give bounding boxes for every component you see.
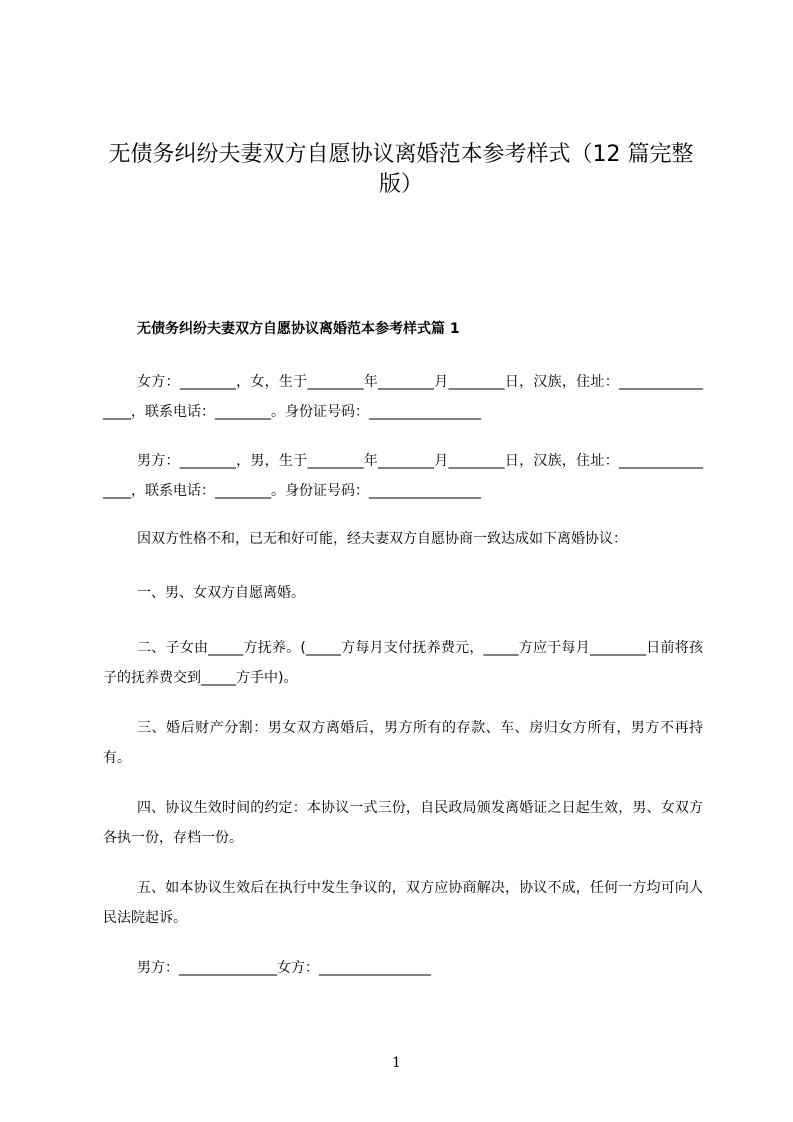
page-number: 1 (392, 1055, 401, 1071)
clause-3-paragraph: 三、婚后财产分割：男女双方离婚后，男方所有的存款、车、房归女方所有，男方不再持有。 (103, 720, 703, 766)
clause-4-paragraph: 四、协议生效时间的约定：本协议一式三份，自民政局颁发离婚证之日起生效，男、女双方各执一份，存档一份。 (103, 800, 703, 846)
female-party-paragraph: 女方：________，女，生于________年________月________日，汉族，住址：________________，联系电话：________。身份证号码：________________ (103, 374, 703, 420)
signatures-line: 男方：______________女方：________________ (137, 960, 431, 976)
clause-2-paragraph: 二、子女由_____方抚养。(_____方每月支付抚养费元，_____方应于每月________日前将孩子的抚养费交到_____方手中)。 (103, 640, 703, 686)
clause-5-paragraph: 五、如本协议生效后在执行中发生争议的，双方应协商解决，协议不成，任何一方均可向人民法院起诉。 (103, 880, 703, 926)
male-party-paragraph: 男方：________，男，生于________年________月________日，汉族，住址：________________，联系电话：________。身份证号码：________________ (103, 453, 703, 499)
document-title: 无债务纠纷夫妻双方自愿协议离婚范本参考样式（12 篇完整版） (108, 142, 694, 197)
preamble-paragraph: 因双方性格不和，已无和好可能，经夫妻双方自愿协商一致达成如下离婚协议： (137, 531, 627, 547)
section-heading: 无债务纠纷夫妻双方自愿协议离婚范本参考样式篇 1 (137, 321, 460, 337)
clause-1-paragraph: 一、男、女双方自愿离婚。 (137, 585, 305, 601)
